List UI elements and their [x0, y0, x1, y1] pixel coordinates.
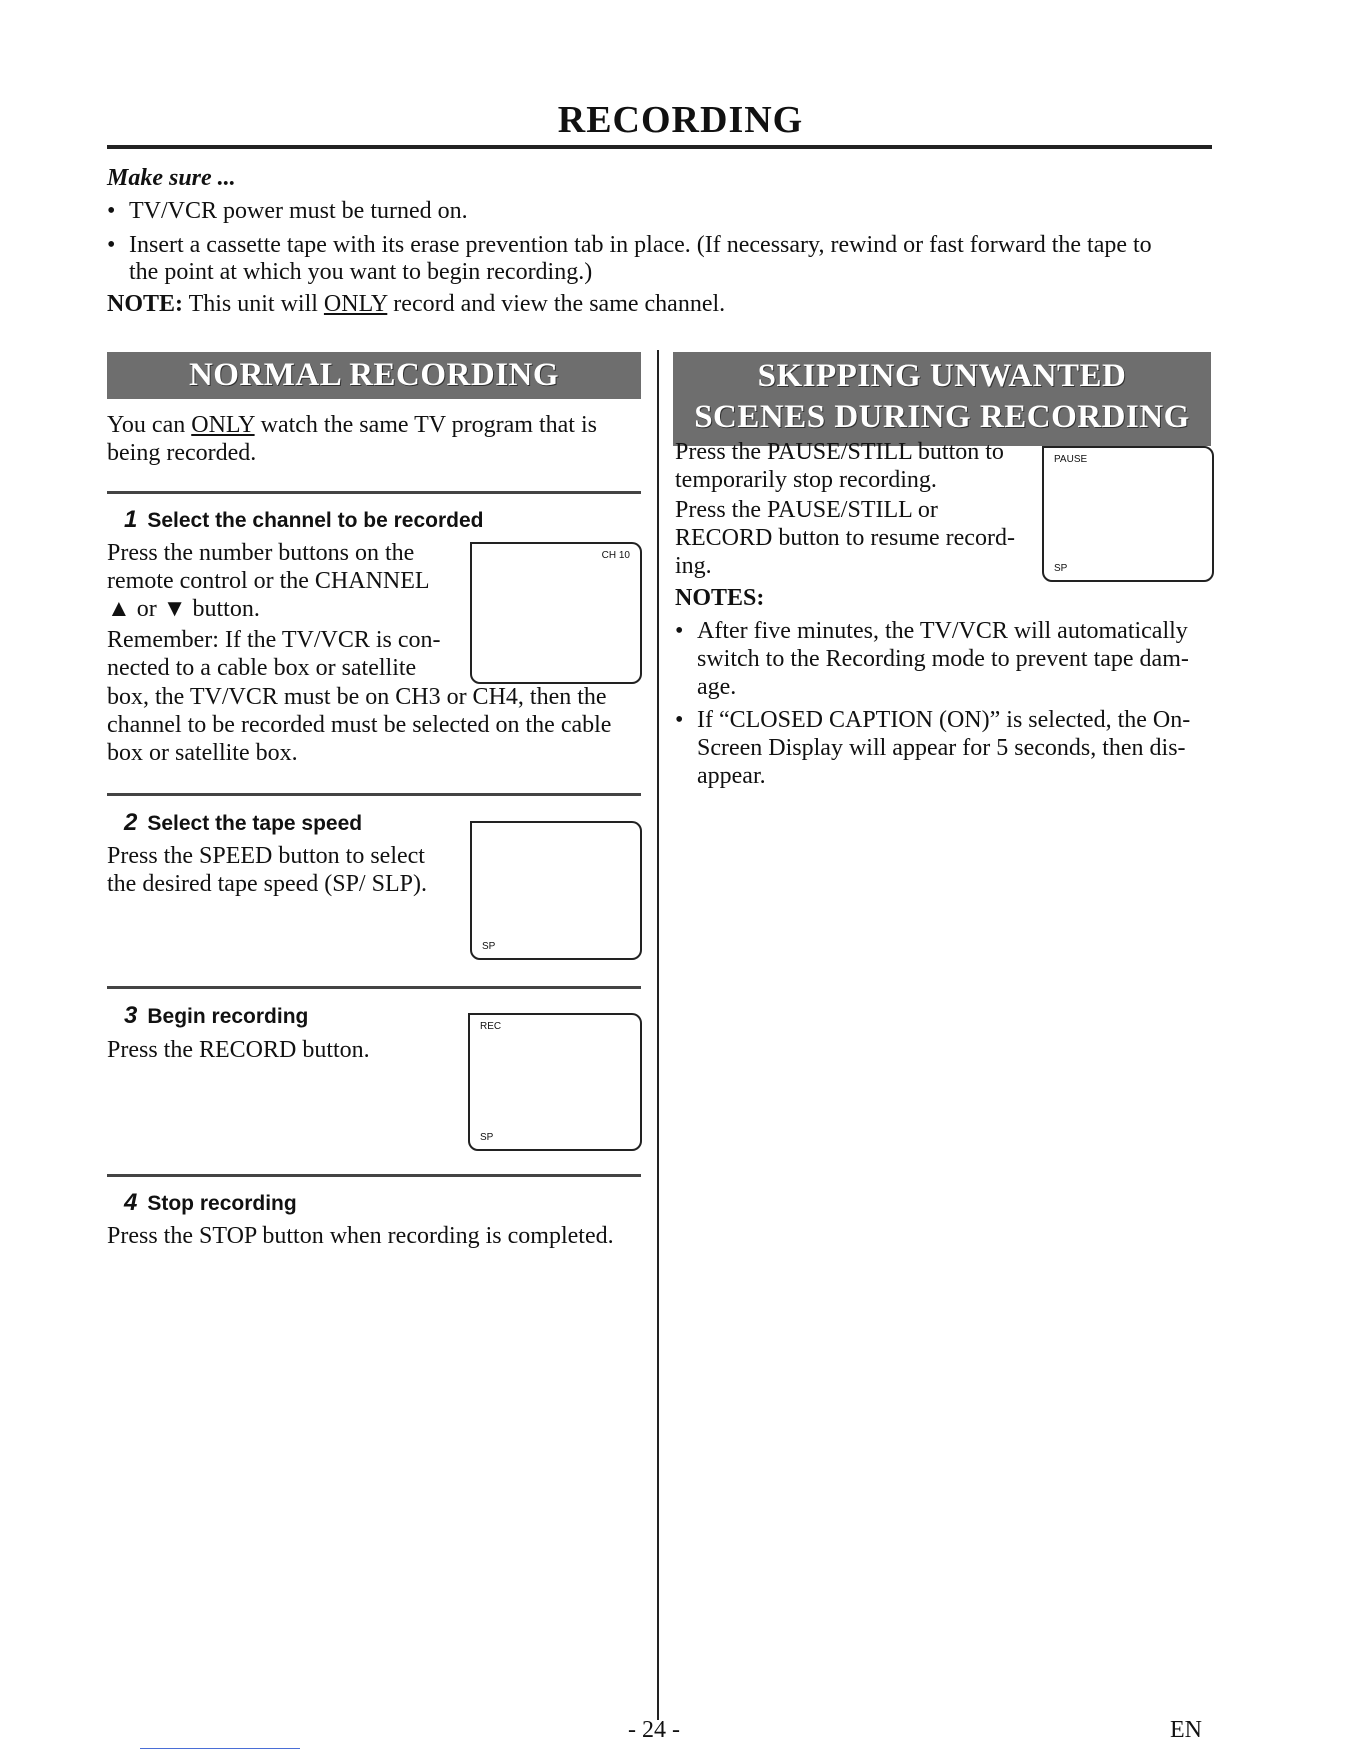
skipping-banner-line2: SCENES DURING RECORDING [694, 399, 1190, 435]
tv-screen-record [468, 1013, 642, 1151]
step-separator [107, 1174, 641, 1177]
note-text-a: This unit will [183, 291, 324, 317]
step-1-number: 1 [124, 506, 138, 533]
step-2-title: Select the tape speed [147, 812, 363, 835]
note-label: NOTE: [107, 291, 184, 317]
footer-rule [140, 1748, 300, 1749]
note-item: Screen Display will appear for 5 seconds, then dis- [697, 735, 1186, 761]
intro-text-a: You can [107, 412, 192, 438]
screen-pause-label: PAUSE [1054, 454, 1088, 465]
step-3-line: Press the RECORD button. [107, 1037, 370, 1063]
tv-screen-channel [470, 542, 642, 684]
tv-screen-pause [1042, 446, 1214, 582]
note-only: ONLY [323, 291, 388, 317]
skipping-line: ing. [675, 553, 712, 579]
normal-recording-banner: NORMAL RECORDING [107, 352, 641, 399]
step-4-number: 4 [124, 1189, 138, 1216]
step-1-line: ▲ or ▼ button. [107, 596, 260, 622]
intro-only: ONLY [191, 412, 255, 438]
skipping-line: Press the PAUSE/STILL button to [675, 439, 1004, 465]
title-rule [107, 145, 1212, 149]
step-2-heading [124, 809, 362, 837]
step-3-title: Begin recording [147, 1005, 309, 1028]
step-4-title: Stop recording [147, 1192, 297, 1215]
note-item: age. [697, 674, 737, 700]
step-separator [107, 793, 641, 796]
note-item: • If “CLOSED CAPTION (ON)” is selected, the On- [697, 706, 1190, 734]
step-4-heading [124, 1189, 297, 1217]
step-1-heading [124, 506, 483, 534]
step-1-line: nected to a cable box or satellite [107, 655, 417, 681]
skipping-banner [673, 352, 1211, 446]
language-code: EN [1170, 1717, 1202, 1743]
step-1-line: channel to be recorded must be selected on the cable [107, 712, 612, 738]
screen-speed-label: SP [480, 1132, 494, 1143]
skipping-banner-line1: SKIPPING UNWANTED [757, 358, 1127, 394]
note-item: switch to the Recording mode to prevent tape dam- [697, 646, 1189, 672]
page-number: - 24 - [628, 1717, 680, 1743]
skipping-line: temporarily stop recording. [675, 467, 937, 493]
normal-intro [107, 411, 597, 439]
screen-channel-label: CH 10 [601, 550, 630, 561]
step-1-title: Select the channel to be recorded [147, 509, 484, 532]
step-1-line: Press the number buttons on the [107, 540, 415, 566]
page-title: RECORDING [557, 99, 804, 141]
step-2-line: the desired tape speed (SP/ SLP). [107, 871, 427, 897]
skipping-line: Press the PAUSE/STILL or [675, 497, 938, 523]
make-sure-heading: Make sure ... [107, 165, 236, 191]
step-3-number: 3 [124, 1002, 138, 1029]
bullet-insert: • Insert a cassette tape with its erase prevention tab in place. (If necessary, rewind or fast forward the tape to [129, 231, 1152, 259]
step-1-line: Remember: If the TV/VCR is con- [107, 627, 441, 653]
step-4-line: Press the STOP button when recording is completed. [107, 1223, 614, 1249]
step-1-line: box, the TV/VCR must be on CH3 or CH4, then the [107, 684, 607, 710]
step-3-heading [124, 1002, 308, 1030]
tv-screen-speed [470, 821, 642, 960]
bullet-power: • TV/VCR power must be turned on. [129, 197, 468, 225]
column-divider [657, 350, 659, 1720]
screen-speed-label: SP [1054, 563, 1068, 574]
note-item: • After five minutes, the TV/VCR will automatically [697, 617, 1188, 645]
note-text-b: record and view the same channel. [387, 291, 726, 317]
normal-intro-line2: being recorded. [107, 440, 257, 466]
note-item: appear. [697, 763, 766, 789]
bullet-insert-cont: the point at which you want to begin recording.) [129, 259, 593, 285]
notes-heading: NOTES: [675, 585, 765, 611]
skipping-line: RECORD button to resume record- [675, 525, 1015, 551]
step-1-line: remote control or the CHANNEL [107, 568, 430, 594]
step-separator [107, 986, 641, 989]
step-separator [107, 491, 641, 494]
step-2-number: 2 [124, 809, 138, 836]
screen-speed-label: SP [482, 941, 496, 952]
screen-rec-label: REC [480, 1021, 502, 1032]
step-2-line: Press the SPEED button to select [107, 843, 425, 869]
intro-text-b: watch the same TV program that is [254, 412, 597, 438]
note-line [107, 290, 725, 318]
step-1-line: box or satellite box. [107, 740, 298, 766]
